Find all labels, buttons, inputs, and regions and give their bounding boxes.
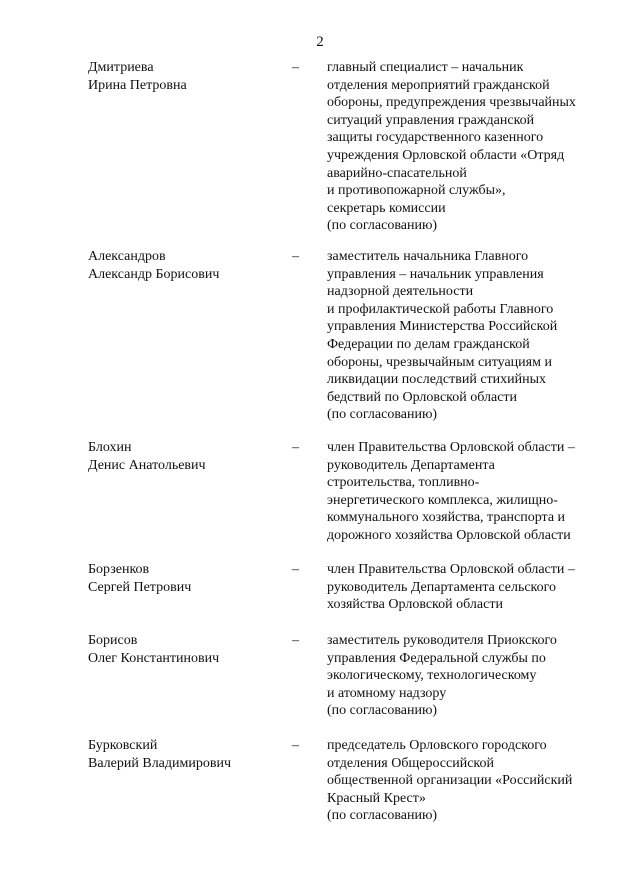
position-line: энергетического комплекса, жилищно- [327, 492, 558, 508]
position-line: надзорной деятельности [327, 284, 474, 300]
position-line: управления Федеральной службы по [327, 650, 546, 666]
member-given-names: Ирина Петровна [88, 77, 187, 93]
position-line: Красный Крест» [327, 790, 426, 806]
member-given-names: Денис Анатольевич [88, 457, 206, 473]
member-given-names: Олег Константинович [88, 650, 220, 666]
position-line: главный специалист – начальник [327, 60, 524, 75]
member-position [327, 561, 617, 614]
member-surname: Александров [88, 249, 166, 264]
member-name [88, 561, 278, 596]
position-line: коммунального хозяйства, транспорта и [327, 510, 566, 526]
position-line: (по согласованию) [327, 808, 438, 824]
separator-dash: – [292, 249, 299, 264]
position-line: председатель Орловского городского [327, 738, 547, 753]
position-line: управления Министерства Российской [327, 319, 558, 335]
separator-dash: – [292, 440, 299, 455]
position-line: строительства, топливно- [327, 475, 480, 491]
position-line: обороны, предупреждения чрезвычайных [327, 95, 576, 111]
position-line: (по согласованию) [327, 407, 438, 423]
member-position [327, 632, 617, 720]
member-position [327, 59, 617, 235]
member-given-names: Александр Борисович [88, 266, 220, 282]
position-line: заместитель руководителя Приокского [327, 633, 557, 648]
position-line: (по согласованию) [327, 218, 438, 234]
member-surname: Дмитриева [88, 60, 154, 75]
member-surname: Блохин [88, 440, 132, 455]
separator-dash: – [292, 633, 299, 648]
member-position [327, 439, 617, 545]
position-line: аварийно-спасательной [327, 165, 467, 181]
member-position [327, 248, 617, 424]
position-line: и противопожарной службы», [327, 183, 506, 199]
member-surname: Борзенков [88, 562, 150, 577]
position-line: ситуаций управления гражданской [327, 112, 535, 128]
position-line: отделения мероприятий гражданской [327, 77, 550, 93]
position-line: хозяйства Орловской области [327, 597, 503, 613]
position-line: экологическому, технологическому [327, 668, 537, 684]
member-given-names: Валерий Владимирович [88, 755, 232, 771]
position-line: дорожного хозяйства Орловской области [327, 527, 571, 543]
position-line: член Правительства Орловской области – [327, 440, 575, 455]
member-surname: Бурковский [88, 738, 158, 753]
position-line: защиты государственного казенного [327, 130, 544, 146]
separator-dash: – [292, 60, 299, 75]
position-line: руководитель Департамента сельского [327, 579, 557, 595]
position-line: управления – начальник управления [327, 266, 544, 282]
position-line: ликвидации последствий стихийных [327, 372, 547, 388]
member-given-names: Сергей Петрович [88, 579, 192, 595]
member-name [88, 632, 278, 667]
position-line: и профилактической работы Главного [327, 301, 554, 317]
position-line: секретарь комиссии [327, 200, 446, 216]
position-line: отделения Общероссийской [327, 755, 494, 771]
member-name [88, 439, 278, 474]
position-line: учреждения Орловской области «Отряд [327, 147, 565, 163]
position-line: и атомному надзору [327, 685, 447, 701]
member-surname: Борисов [88, 633, 138, 648]
separator-dash: – [292, 738, 299, 753]
separator-dash: – [292, 562, 299, 577]
position-line: руководитель Департамента [327, 457, 495, 473]
member-name [88, 737, 278, 772]
page-number: 2 [316, 34, 324, 50]
position-line: Федерации по делам гражданской [327, 336, 530, 352]
member-name [88, 248, 278, 283]
position-line: заместитель начальника Главного [327, 249, 529, 264]
position-line: общественной организации «Российский [327, 773, 573, 789]
position-line: член Правительства Орловской области – [327, 562, 575, 577]
position-line: бедствий по Орловской области [327, 389, 518, 405]
position-line: (по согласованию) [327, 703, 438, 719]
position-line: обороны, чрезвычайным ситуациям и [327, 354, 552, 370]
member-name [88, 59, 278, 94]
member-position [327, 737, 617, 825]
